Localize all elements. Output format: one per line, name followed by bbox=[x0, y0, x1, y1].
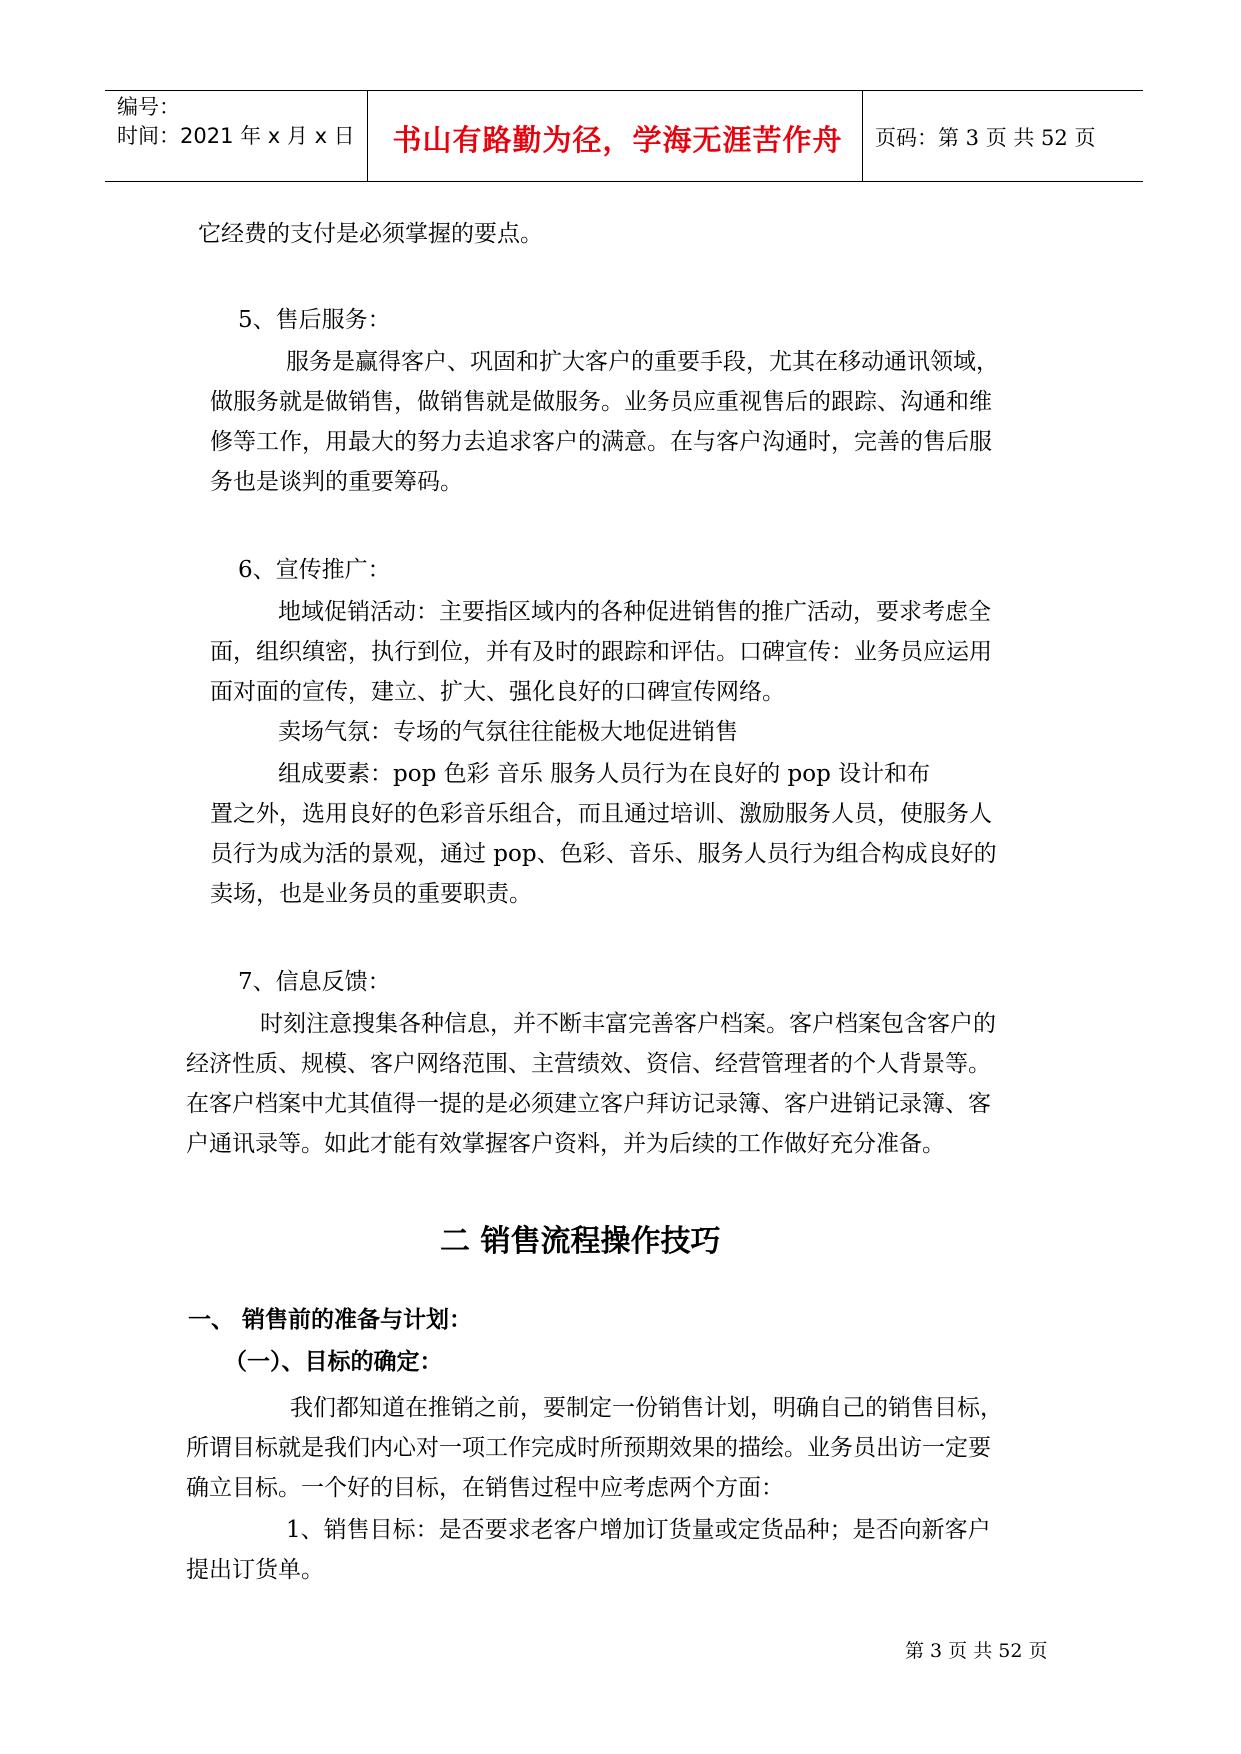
page-footer: 第 3 页 共 52 页 bbox=[905, 1640, 1048, 1662]
header-number: 编号： bbox=[117, 95, 180, 119]
section-title: 5、售后服务： bbox=[238, 307, 391, 333]
chapter-heading: 二 销售流程操作技巧 bbox=[440, 1224, 721, 1259]
paragraph-line: 户通讯录等。如此才能有效掌握客户资料，并为后续的工作做好充分准备。 bbox=[186, 1131, 945, 1157]
paragraph-line: 确立目标。一个好的目标，在销售过程中应考虑两个方面： bbox=[186, 1475, 784, 1501]
page-header bbox=[105, 90, 1143, 182]
section-title: 7、信息反馈： bbox=[238, 969, 391, 995]
section-title: 6、宣传推广： bbox=[238, 557, 391, 583]
paragraph-line: 卖场，也是业务员的重要职责。 bbox=[210, 881, 532, 907]
paragraph-line: 1、销售目标：是否要求老客户增加订货量或定货品种；是否向新客户 bbox=[286, 1517, 991, 1543]
header-motto: 书山有路勤为径，学海无涯苦作舟 bbox=[392, 123, 843, 157]
header-meta bbox=[117, 93, 355, 151]
header-bottom-rule bbox=[105, 181, 1143, 182]
paragraph-line: 提出订货单。 bbox=[186, 1557, 324, 1583]
paragraph-line: 在客户档案中尤其值得一提的是必须建立客户拜访记录簿、客户进销记录簿、客 bbox=[186, 1091, 991, 1117]
paragraph-line: 面，组织缜密，执行到位，并有及时的跟踪和评估。口碑宣传：业务员应运用 bbox=[210, 639, 992, 665]
paragraph-line: 它经费的支付是必须掌握的要点。 bbox=[198, 221, 543, 247]
header-divider-left bbox=[367, 90, 368, 182]
paragraph-line: 时刻注意搜集各种信息，并不断丰富完善客户档案。客户档案包含客户的 bbox=[260, 1011, 996, 1037]
paragraph-line: 修等工作，用最大的努力去追求客户的满意。在与客户沟通时，完善的售后服 bbox=[210, 429, 992, 455]
paragraph-line: 员行为成为活的景观，通过 pop、色彩、音乐、服务人员行为组合构成良好的 bbox=[210, 841, 997, 867]
paragraph-line: 所谓目标就是我们内心对一项工作完成时所预期效果的描绘。业务员出访一定要 bbox=[186, 1435, 991, 1461]
subheading: （一）、目标的确定： bbox=[224, 1349, 443, 1375]
paragraph-line: 做服务就是做销售，做销售就是做服务。业务员应重视售后的跟踪、沟通和维 bbox=[210, 389, 992, 415]
paragraph-line: 务也是谈判的重要筹码。 bbox=[210, 469, 463, 495]
header-time: 时间：2021 年 x 月 x 日 bbox=[117, 124, 355, 148]
paragraph-line: 我们都知道在推销之前，要制定一份销售计划，明确自己的销售目标， bbox=[290, 1395, 1003, 1421]
paragraph-line: 经济性质、规模、客户网络范围、主营绩效、资信、经营管理者的个人背景等。 bbox=[186, 1051, 991, 1077]
paragraph-line: 面对面的宣传，建立、扩大、强化良好的口碑宣传网络。 bbox=[210, 679, 785, 705]
paragraph-line: 地域促销活动：主要指区域内的各种促进销售的推广活动，要求考虑全 bbox=[278, 599, 991, 625]
subheading: 一、 销售前的准备与计划： bbox=[188, 1307, 473, 1333]
paragraph-line: 服务是赢得客户、巩固和扩大客户的重要手段，尤其在移动通讯领域， bbox=[286, 349, 999, 375]
paragraph-line: 置之外，选用良好的色彩音乐组合，而且通过培训、激励服务人员，使服务人 bbox=[210, 801, 992, 827]
header-page: 页码：第 3 页 共 52 页 bbox=[875, 126, 1096, 150]
paragraph-line: 卖场气氛：专场的气氛往往能极大地促进销售 bbox=[278, 719, 738, 745]
paragraph-line: 组成要素：pop 色彩 音乐 服务人员行为在良好的 pop 设计和布 bbox=[278, 761, 931, 787]
header-top-rule bbox=[105, 90, 1143, 91]
